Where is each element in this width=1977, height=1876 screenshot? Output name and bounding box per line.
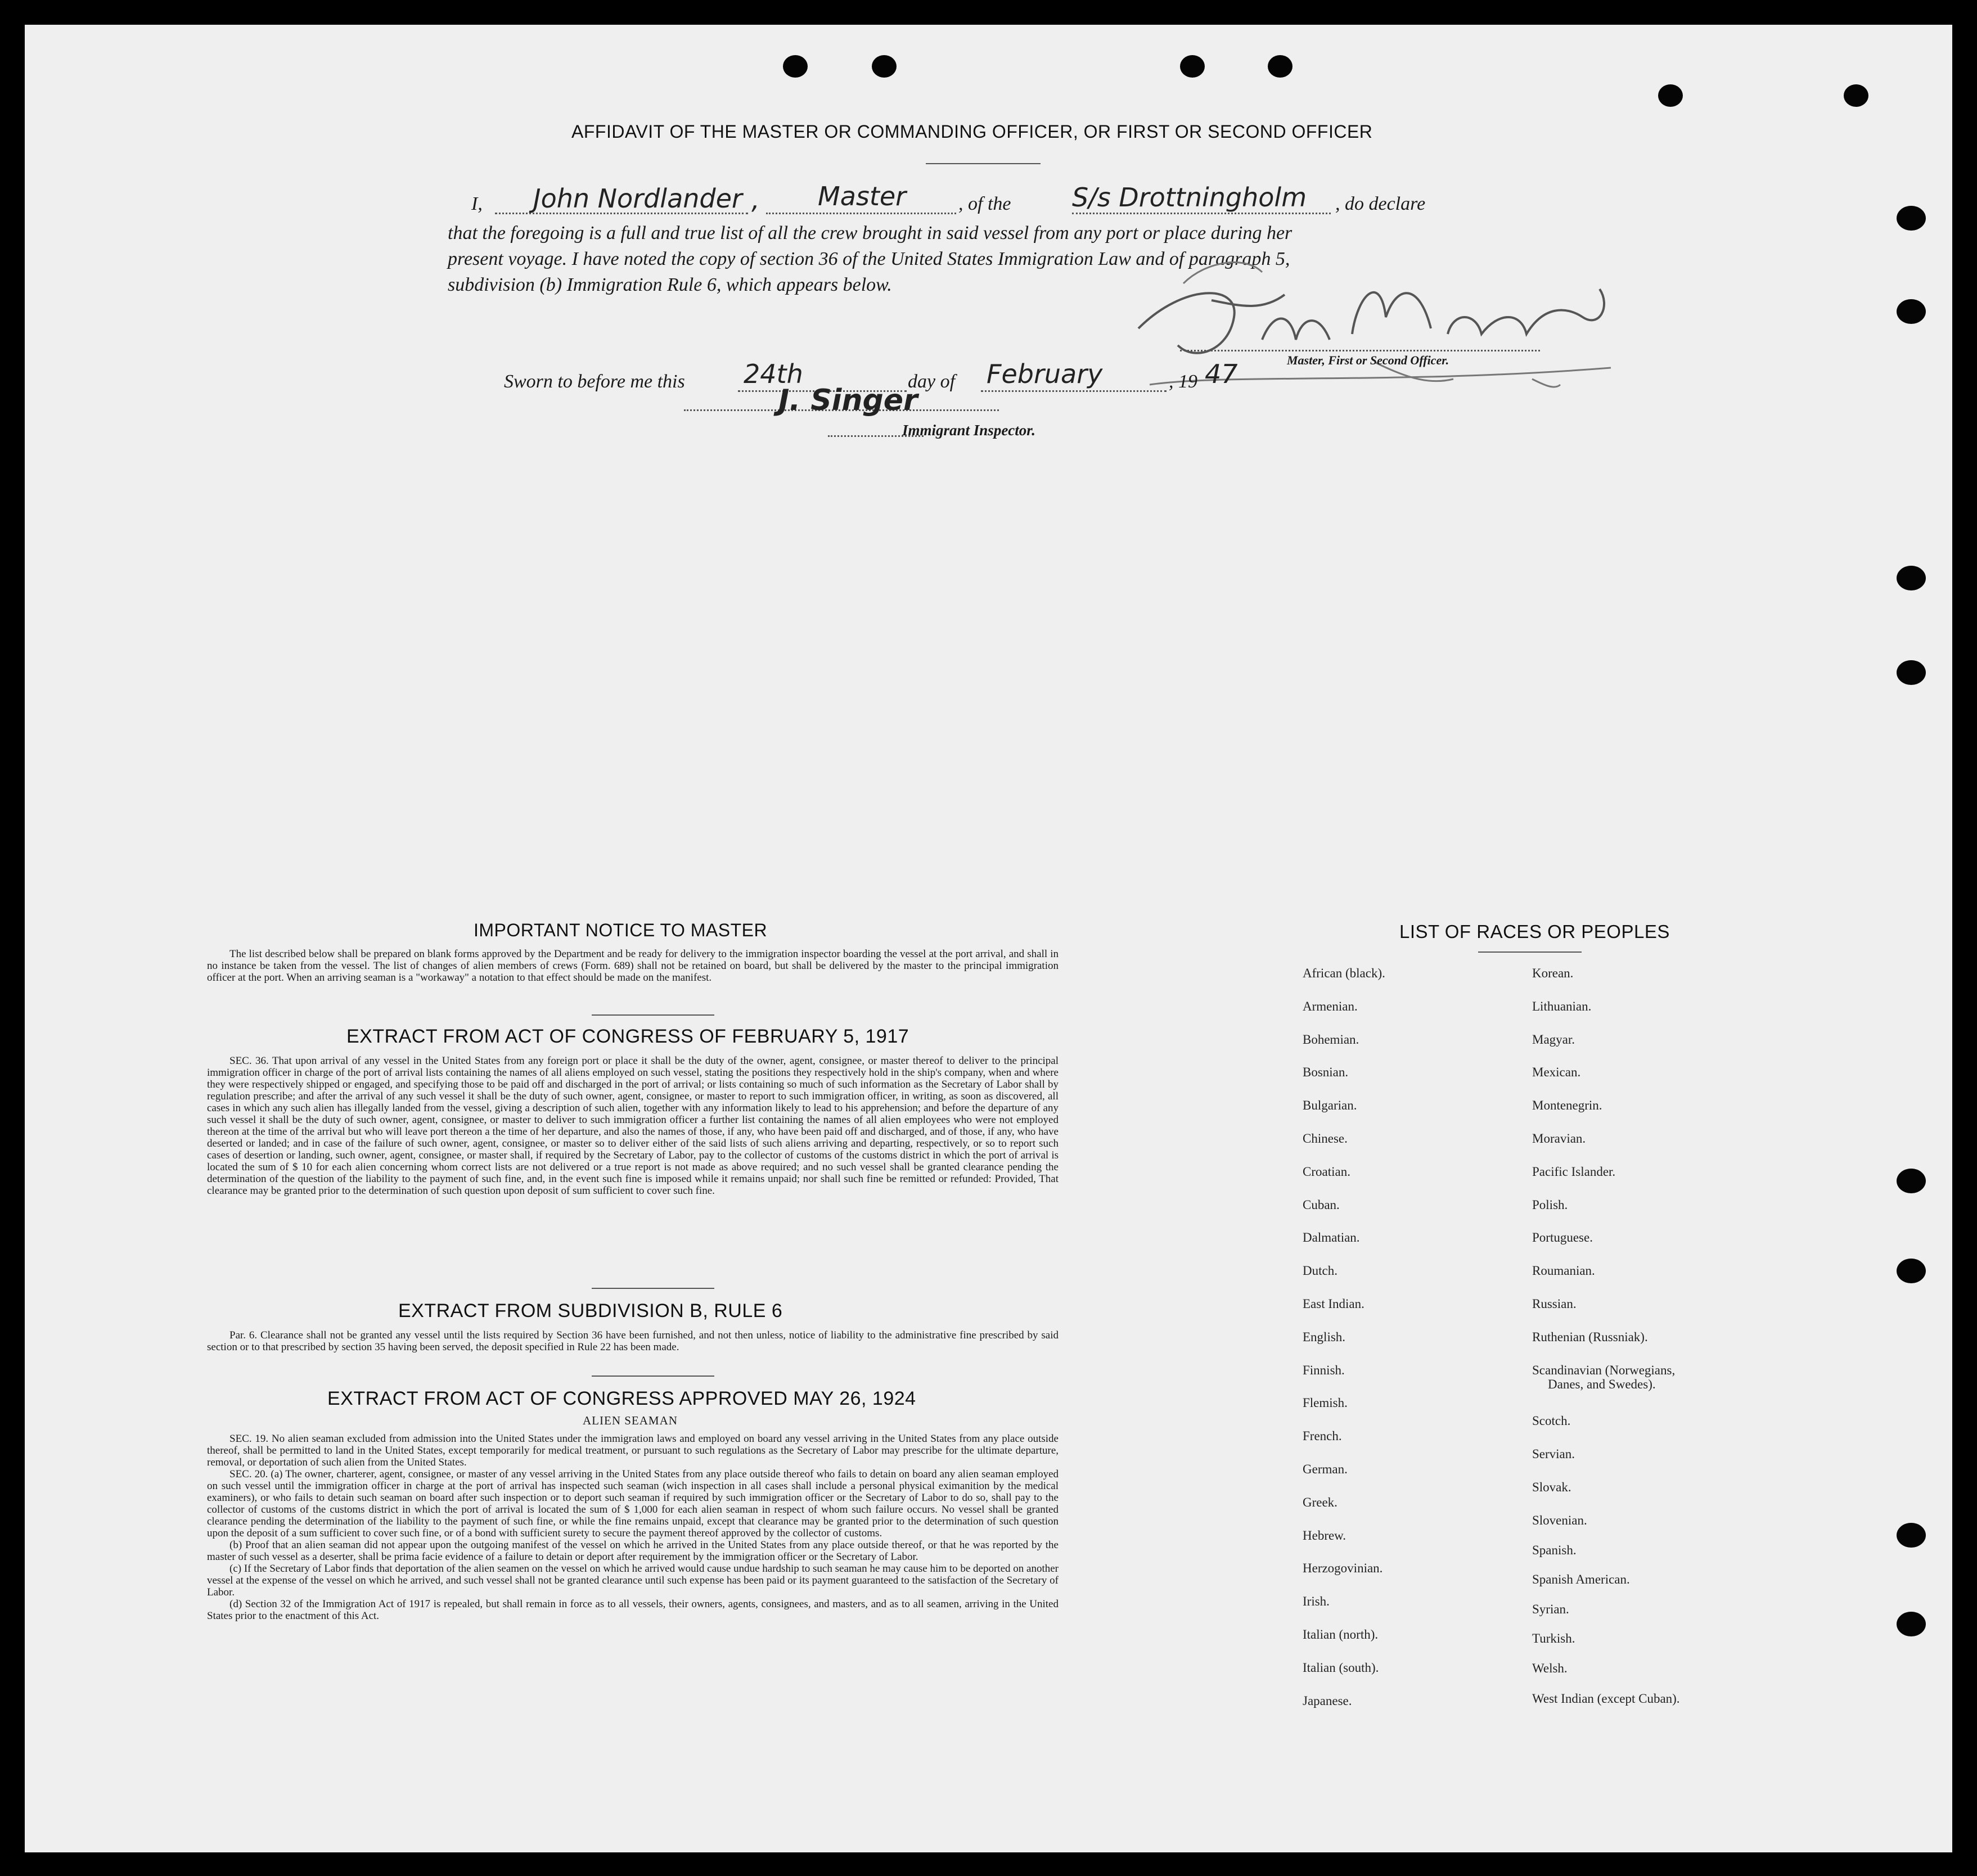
race-item: Armenian. [1303, 999, 1358, 1013]
race-item: Slovenian. [1532, 1513, 1587, 1527]
title-divider [926, 163, 1041, 164]
race-item: Slovak. [1532, 1480, 1571, 1494]
race-item: Servian. [1532, 1447, 1575, 1461]
race-item: Korean. [1532, 966, 1574, 980]
race-item: Bulgarian. [1303, 1098, 1357, 1112]
punch-hole [1897, 1169, 1926, 1193]
race-item: Irish. [1303, 1594, 1330, 1608]
punch-hole [1897, 1259, 1926, 1283]
race-item: Roumanian. [1532, 1264, 1595, 1278]
punch-hole [783, 55, 808, 78]
day-of-label: day of [908, 371, 956, 392]
punch-hole [1658, 84, 1683, 107]
year-prefix: , 19 [1169, 371, 1197, 392]
race-item: Portuguese. [1532, 1230, 1593, 1244]
inspector-signature: J. Singer [778, 384, 918, 417]
punch-hole [1844, 84, 1868, 107]
month-field-line [981, 390, 1167, 392]
race-item: Cuban. [1303, 1198, 1340, 1212]
inspector-label: Immigrant Inspector. [902, 422, 1036, 439]
punch-hole [1897, 1523, 1926, 1548]
race-item: West Indian (except Cuban). [1532, 1692, 1680, 1706]
master-name: John Nordlander [533, 183, 742, 214]
punch-hole [1897, 660, 1926, 685]
race-item: English. [1303, 1330, 1346, 1344]
race-item: Dalmatian. [1303, 1230, 1360, 1244]
race-item: Moravian. [1532, 1131, 1586, 1146]
race-item: Spanish American. [1532, 1572, 1630, 1586]
affidavit-i-prefix: I, [471, 193, 483, 214]
punch-hole [1268, 55, 1293, 78]
sec-19-paragraph: SEC. 19. No alien seaman excluded from admission into the United States under the immigration laws and employed on board any vessel arriving in the United States from any place outside thereof, shall be permitted to land in the United States, except temporarily for medical treatment, or pursuant to such regulations as the Secretary of Labor may prescribe for the ultimate departure, removal, or deportation of such alien from the United States. [207, 1433, 1059, 1468]
race-item: Italian (south). [1303, 1661, 1379, 1675]
sworn-month: February [987, 359, 1103, 389]
of-the-label: , of the [958, 193, 1011, 214]
sec-20a-paragraph: SEC. 20. (a) The owner, charterer, agent, consignee, or master of any vessel arriving in the United States from any place outside thereof who fails to detain on board any alien seaman employed on such vessel until the immigration officer in charge at the port of arrival has inspected such seaman (wich inspection in all cases shall include a personal physical eximanition by the medical examiners), or who fails to detain such seaman on board after such inspection or to deport such seaman if required by such immigration officer or the Secretary of Labor to do so, shall pay to the collector of customs of the customs district in which the port of arrival is located the sum of $ 1,000 for each alien seaman in respect of whom such failure occurs. No vessel shall be granted clearance pending the determination of the liability to the payment of such fine, or while the fine remains unpaid, except that clearance may be granted prior to the determination of such question upon the deposit of a sum sufficient to cover such fine, or of a bond with sufficient surety to secure the payment thereof approved by the collector of customs. [207, 1468, 1059, 1539]
sworn-year: 47 [1205, 359, 1238, 389]
race-item: Croatian. [1303, 1165, 1350, 1179]
master-signature-line [1180, 350, 1540, 351]
notice-title: IMPORTANT NOTICE TO MASTER [474, 920, 768, 940]
affidavit-line-4: subdivision (b) Immigration Rule 6, which appears below. [448, 274, 892, 295]
race-item: Greek. [1303, 1495, 1337, 1509]
rule-6-title: EXTRACT FROM SUBDIVISION B, RULE 6 [398, 1300, 783, 1322]
race-item: Montenegrin. [1532, 1098, 1602, 1112]
sec-36-paragraph: SEC. 36. That upon arrival of any vessel in the United States from any foreign port or place it shall be the duty of the owner, agent, consignee, or master thereof to deliver to the principal immigration officer in charge of the port of arrival lists containing the names of all aliens employed on such vessel, stating the positions they respectively hold in the ship's company, when and where they were respectively shipped or engaged, and specifying those to be paid off and discharged in the port of arrival; or lists containing so much of such information as the Secretary of Labor shall by regulation prescribe; and after the arrival of any such vessel it shall be the duty of such owner, agent, consignee, or master to report to such immigration officer, in writing, as soon as discovered, all cases in which any such alien has illegally landed from the vessel, giving a description of such alien, together with any information likely to lead to his apprehension; and before the departure of any such vessel it shall be the duty of such owner, agent, consignee, or master to deliver to such immigration officer a further list containing the names of all alien employees who were not employed thereon at the time of the arrival but who will leave port thereon a the time of her departure, and also the names of those, if any, who have been paid off and discharged, and of those, if any, who have deserted or landed; and in case of the failure of such owner, agent, consignee, or master so to deliver either of the said lists of such aliens arriving and departing, respectively, or so to report such cases of desertion or landing, such owner, agent, consignee, or master shall, if required by the Secretary of Labor, pay to the collector of customs of the customs district in which the port of arrival is located the sum of $ 10 for each alien concerning whom correct lists are not delivered or a true report is not made as above required; and no such vessel shall be granted clearance pending the determination of the question of the liability to the payment of such fine, and, in the event such fine is imposed while it remains unpaid; nor shall such fine be remitted or refunded: Provided, That clearance may be granted prior to the determination of such question upon deposit of sum sufficient to cover such fine. [207, 1055, 1059, 1197]
race-item: Herzogovinian. [1303, 1561, 1383, 1575]
extract-1917-title: EXTRACT FROM ACT OF CONGRESS OF FEBRUARY 5, 1917 [346, 1026, 909, 1047]
race-item: Japanese. [1303, 1694, 1352, 1708]
sec-20b-paragraph: (b) Proof that an alien seaman did not appear upon the outgoing manifest of the vessel on which he arrived in the United States from any place outside thereof, or that he was reported by the master of such vessel as a deserter, shall be prima facie evidence of a failure to detain or deport after requirement by the immigration officer or the Secretary of Labor. [207, 1539, 1059, 1563]
vessel-name: S/s Drottningholm [1072, 182, 1307, 213]
race-item: Dutch. [1303, 1264, 1337, 1278]
race-item: Bosnian. [1303, 1065, 1349, 1079]
race-item: Spanish. [1532, 1543, 1577, 1557]
rank-field-line [766, 213, 956, 214]
punch-hole [872, 55, 897, 78]
document-page [25, 25, 1952, 1852]
race-item: Chinese. [1303, 1131, 1348, 1146]
race-item: Flemish. [1303, 1396, 1348, 1410]
alien-seaman-subtitle: ALIEN SEAMAN [583, 1414, 678, 1427]
vessel-field-line [1072, 213, 1331, 214]
race-item: Turkish. [1532, 1631, 1575, 1645]
race-item: Hebrew. [1303, 1528, 1346, 1543]
races-title-divider [1478, 951, 1582, 953]
race-item: Scandinavian (Norwegians, [1532, 1363, 1676, 1377]
race-item: German. [1303, 1462, 1348, 1476]
punch-hole [1897, 299, 1926, 324]
race-item: East Indian. [1303, 1297, 1364, 1311]
extract-1924-text [207, 1433, 1059, 1622]
races-title: LIST OF RACES OR PEOPLES [1399, 921, 1670, 942]
punch-hole [1897, 1612, 1926, 1636]
race-item: French. [1303, 1429, 1342, 1443]
race-item: Mexican. [1532, 1065, 1581, 1079]
affidavit-title: AFFIDAVIT OF THE MASTER OR COMMANDING OFFICER, OR FIRST OR SECOND OFFICER [571, 121, 1373, 142]
race-item: Scotch. [1532, 1414, 1571, 1428]
do-declare-label: , do declare [1335, 193, 1426, 214]
name-rank-separator: , [751, 184, 760, 215]
race-item: Finnish. [1303, 1363, 1345, 1377]
affidavit-line-2: that the foregoing is a full and true list of all the crew brought in said vessel from any port or place during her [448, 223, 1293, 243]
extract-1924-title: EXTRACT FROM ACT OF CONGRESS APPROVED MAY 26, 1924 [327, 1388, 916, 1409]
sworn-prefix: Sworn to before me this [504, 371, 685, 392]
section-divider [592, 1288, 714, 1289]
race-item: Pacific Islander. [1532, 1165, 1616, 1179]
race-item: Italian (north). [1303, 1627, 1379, 1641]
par-6-paragraph: Par. 6. Clearance shall not be granted any vessel until the lists required by Section 36 have been furnished, and not then unless, notice of liability to the administrative fine prescribed by said section or to that prescribed by section 35 having been served, the deposit specified in Rule 22 has been made. [207, 1329, 1059, 1353]
race-item: Bohemian. [1303, 1032, 1359, 1047]
sec-20d-paragraph: (d) Section 32 of the Immigration Act of 1917 is repealed, but shall remain in force as to all vessels, their owners, agents, consignees, and masters, and as to all seamen, arriving in the United States prior to the enactment of this Act. [207, 1598, 1059, 1622]
notice-paragraph: The list described below shall be prepared on blank forms approved by the Department and be ready for delivery to the immigration inspector boarding the vessel at the port arrival, and shall in no instance be taken from the vessel. The list of changes of alien members of crews (Form. 689) shall not be retained on board, but shall be delivered by the master to the principal immigration officer at the port. When an arriving seaman is a "workaway" a notation to that effect should be made on the manifest. [207, 948, 1059, 984]
race-item: Magyar. [1532, 1032, 1575, 1047]
race-item: Welsh. [1532, 1661, 1568, 1675]
section-divider [592, 1014, 714, 1016]
race-item: Russian. [1532, 1297, 1577, 1311]
race-item: Ruthenian (Russniak). [1532, 1330, 1648, 1344]
extract-1917-text [207, 1055, 1059, 1197]
section-divider [592, 1376, 714, 1377]
master-signature-label: Master, First or Second Officer. [1287, 353, 1449, 367]
race-item: African (black). [1303, 966, 1385, 980]
master-rank: Master [818, 181, 907, 211]
race-item: Lithuanian. [1532, 999, 1592, 1013]
affidavit-line-3: present voyage. I have noted the copy of section 36 of the United States Immigration Law and of paragraph 5, [448, 249, 1290, 269]
punch-hole [1180, 55, 1205, 78]
sworn-day: 24th [744, 359, 803, 389]
sec-20c-paragraph: (c) If the Secretary of Labor finds that deportation of the alien seamen on the vessel on which he arrived would cause undue hardship to such seaman he may cause him to be deported on another vessel at the expense of the vessel on which he arrived, and such vessel shall not be granted clearance until such expense has been paid or its payment guaranteed to the satisfaction of the Secretary of Labor. [207, 1563, 1059, 1598]
race-item: Polish. [1532, 1198, 1568, 1212]
race-item: Syrian. [1532, 1602, 1569, 1616]
race-item: Danes, and Swedes). [1548, 1377, 1656, 1391]
punch-hole [1897, 566, 1926, 590]
notice-text [207, 948, 1059, 984]
rule-6-text [207, 1329, 1059, 1353]
punch-hole [1897, 206, 1926, 231]
